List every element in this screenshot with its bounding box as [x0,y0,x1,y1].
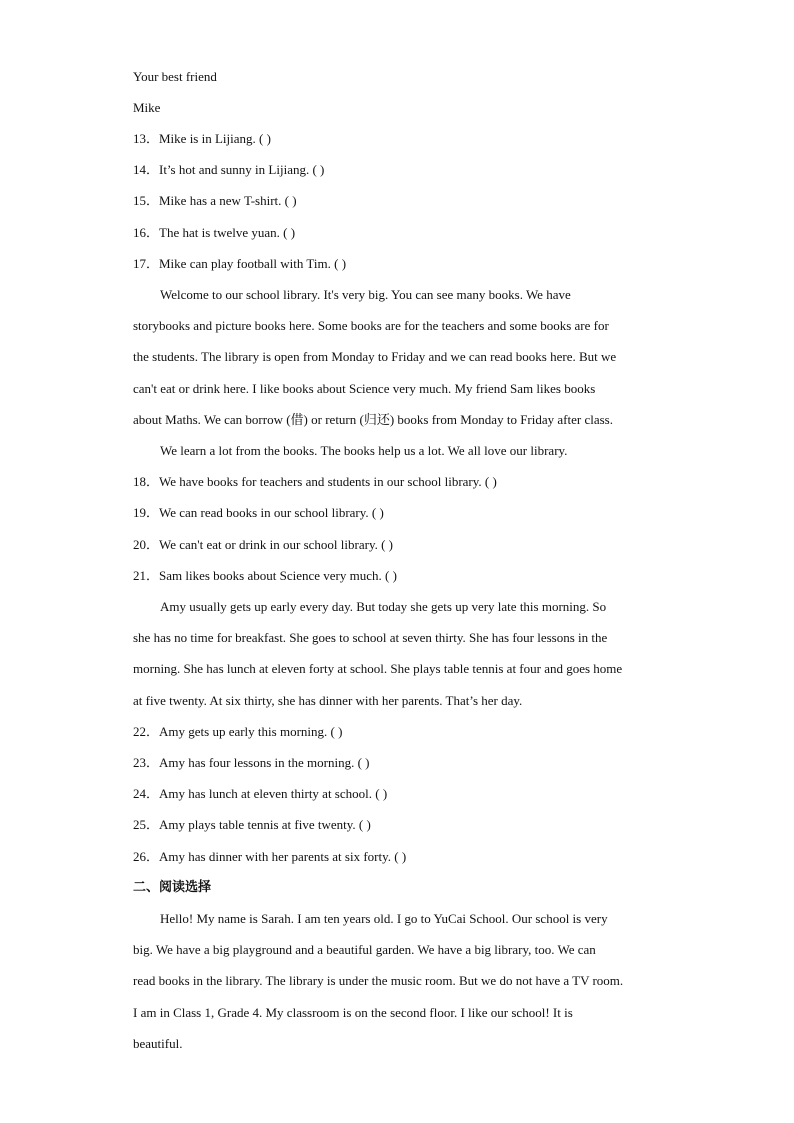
passage2-line: We learn a lot from the books. The books help us a lot. We all love our library. [160,443,568,458]
passage2-line: about Maths. We can borrow (借) or return (归还) books from Monday to Friday after class. [133,412,613,427]
passage2-line: the students. The library is open from Monday to Friday and we can read books here. But we [133,349,617,364]
passage3-line: morning. She has lunch at eleven forty at school. She plays table tennis at four and goes home [133,661,623,676]
letter-signature: Mike [133,100,161,115]
question-17: 17．Mike can play football with Tim. ( ) [133,256,347,271]
question-16: 16．The hat is twelve yuan. ( ) [133,225,296,240]
passage3-line: Amy usually gets up early every day. But today she gets up very late this morning. So [160,599,607,614]
question-21: 21．Sam likes books about Science very much. ( ) [133,568,397,583]
passage2-line: storybooks and picture books here. Some books are for the teachers and some books are for [133,318,609,333]
section2-line: read books in the library. The library is under the music room. But we do not have a TV room. [133,973,624,988]
question-15: 15．Mike has a new T-shirt. ( ) [133,193,297,208]
section-heading: 二、阅读选择 [133,880,212,895]
passage2-line: Welcome to our school library. It's very big. You can see many books. We have [160,287,571,302]
letter-closing: Your best friend [133,69,217,84]
question-20: 20．We can't eat or drink in our school library. ( ) [133,537,394,552]
question-24: 24．Amy has lunch at eleven thirty at school. ( ) [133,786,388,801]
question-14: 14．It’s hot and sunny in Lijiang. ( ) [133,162,325,177]
question-13: 13．Mike is in Lijiang. ( ) [133,131,271,146]
section2-line: Hello! My name is Sarah. I am ten years old. I go to YuCai School. Our school is very [160,911,608,926]
passage3-line: at five twenty. At six thirty, she has dinner with her parents. That’s her day. [133,693,523,708]
passage2-line: can't eat or drink here. I like books about Science very much. My friend Sam likes books [133,381,596,396]
question-23: 23．Amy has four lessons in the morning. ( ) [133,755,370,770]
passage3-line: she has no time for breakfast. She goes to school at seven thirty. She has four lessons in the [133,630,608,645]
question-18: 18．We have books for teachers and students in our school library. ( ) [133,474,497,489]
question-26: 26．Amy has dinner with her parents at six forty. ( ) [133,849,407,864]
question-22: 22．Amy gets up early this morning. ( ) [133,724,343,739]
question-19: 19．We can read books in our school library. ( ) [133,505,384,520]
question-25: 25．Amy plays table tennis at five twenty. ( ) [133,817,371,832]
section2-line: big. We have a big playground and a beautiful garden. We have a big library, too. We can [133,942,596,957]
section2-line: I am in Class 1, Grade 4. My classroom is on the second floor. I like our school! It is [133,1005,573,1020]
section2-line: beautiful. [133,1036,183,1051]
